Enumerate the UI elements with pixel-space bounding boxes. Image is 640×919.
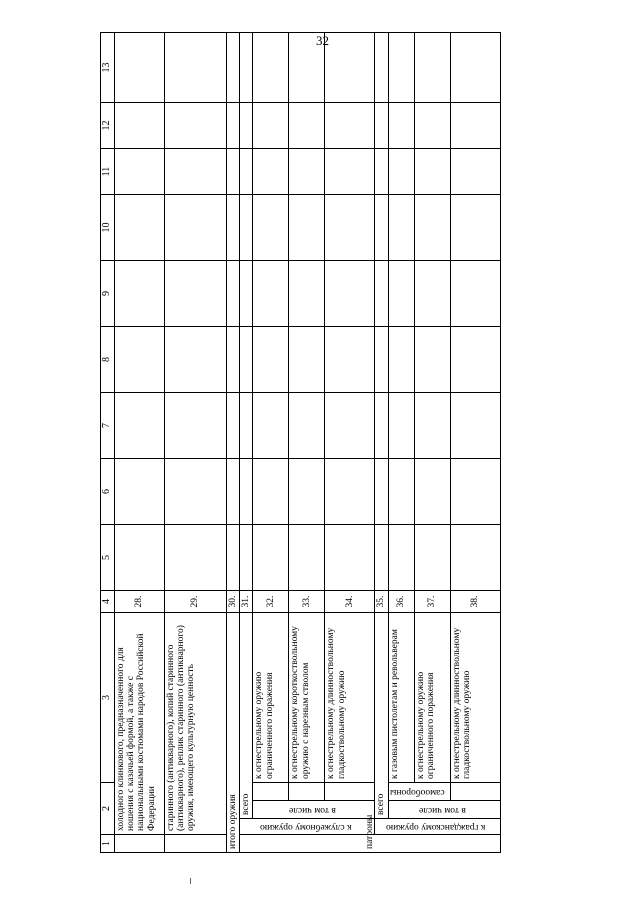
group-label-civil: к гражданскому оружию (375, 819, 500, 835)
col-header: 13 (101, 33, 115, 103)
table-row (450, 33, 500, 853)
row-number: 34. (325, 591, 375, 613)
row-label: к огнестрельному оружию ограниченного поражения (414, 613, 450, 783)
row-label: всего (375, 613, 388, 819)
empty-cell (450, 783, 500, 801)
col-header: 6 (101, 459, 115, 525)
row-label: к огнестрельному оружию ограниченного поражения (253, 613, 289, 783)
group-label-service: к служебному оружию (240, 819, 375, 835)
row-label: к огнестрельному длинноствольному гладкоствольному оружию (450, 613, 500, 783)
table-row (114, 33, 164, 853)
col-header: 9 (101, 261, 115, 327)
row-number: 29. (164, 591, 226, 613)
row-label: к газовым пистолетам и револьверам (388, 613, 414, 783)
col-header: 12 (101, 103, 115, 149)
scan-mark (190, 878, 191, 884)
empty-cell (164, 835, 226, 853)
table-row (240, 33, 253, 853)
weapons-report-table (100, 32, 501, 853)
row-number: 36. (388, 591, 414, 613)
table-row (325, 33, 375, 853)
col-header: 4 (101, 591, 115, 613)
col-header: 2 (101, 783, 115, 835)
group-label-service-incl: в том числе (253, 801, 375, 819)
rotated-table-wrapper (100, 62, 514, 853)
empty-cell (114, 835, 164, 853)
table-row (226, 33, 239, 853)
col-header: 7 (101, 393, 115, 459)
empty-cell (289, 783, 325, 801)
table-row (388, 33, 414, 853)
row-number: 37. (414, 591, 450, 613)
col-header: 10 (101, 195, 115, 261)
page-number: 32 (316, 33, 329, 48)
row-number: 31. (240, 591, 253, 613)
row-number: 30. (226, 591, 239, 613)
col-header: 5 (101, 525, 115, 591)
col-header: 3 (101, 613, 115, 783)
row-label: к огнестрельному длинноствольному гладкоствольному оружию (325, 613, 375, 783)
group-label-self-defense: самообороны (388, 783, 450, 801)
table-row (414, 33, 450, 853)
group-label-civil-incl: в том числе (388, 801, 500, 819)
row-label: всего (240, 613, 253, 819)
table-row (289, 33, 325, 853)
row-label: итого оружия (226, 613, 239, 853)
group-label-cartridges: патроны (240, 835, 501, 853)
row-label: холодного клинкового, предназначенного для ношения с казачьей формой, а также с национальными костюмами народов Российской Федерации (114, 613, 164, 835)
col-header: 8 (101, 327, 115, 393)
row-number: 32. (253, 591, 289, 613)
row-label: к огнестрельному короткоствольному оружию с нарезным стволом (289, 613, 325, 783)
empty-cell (253, 783, 289, 801)
row-label: старинного (антикварного), копий старинного (антикварного), реплик старинного (антикварного) оружия, имеющего культурную ценность (164, 613, 226, 835)
row-number: 38. (450, 591, 500, 613)
column-number-row (101, 33, 115, 853)
empty-cell (325, 783, 375, 801)
table-row (164, 33, 226, 853)
row-number: 35. (375, 591, 388, 613)
row-number: 28. (114, 591, 164, 613)
table-row (375, 33, 388, 853)
col-header: 11 (101, 149, 115, 195)
col-header: 1 (101, 835, 115, 853)
row-number: 33. (289, 591, 325, 613)
table-row (253, 33, 289, 853)
